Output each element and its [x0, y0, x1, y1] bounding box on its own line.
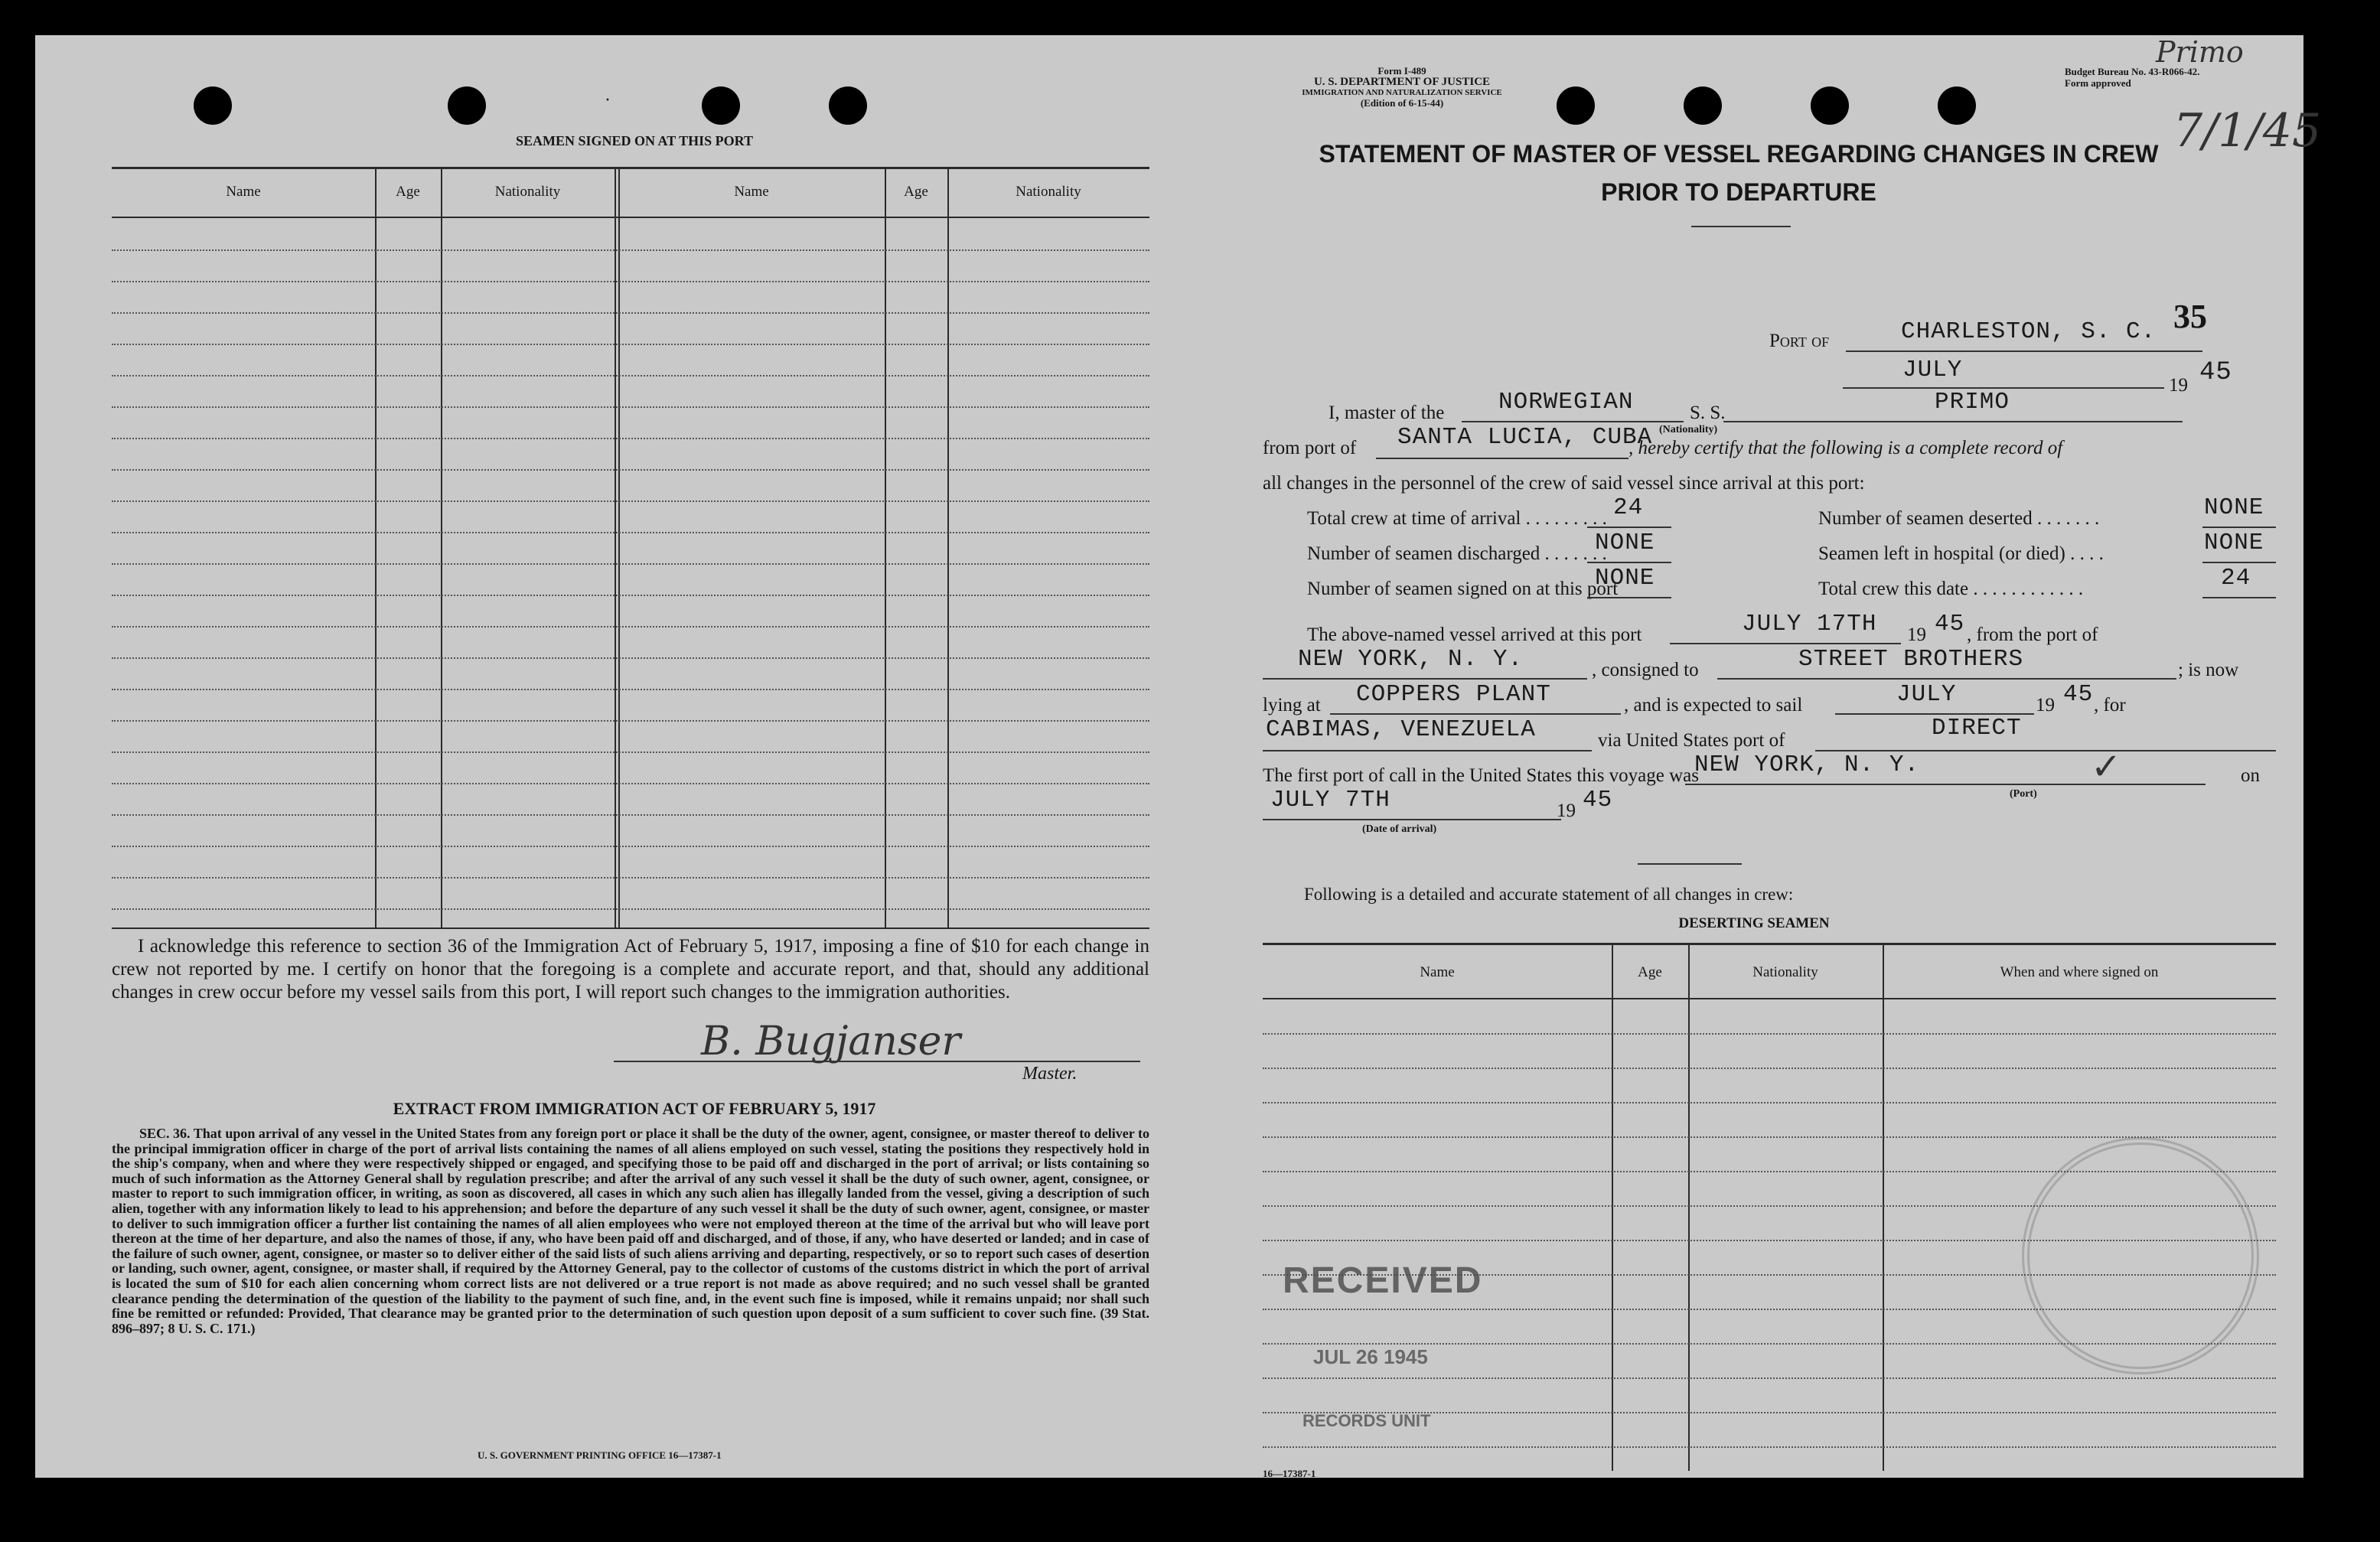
year-prefix: 19 [2169, 375, 2188, 396]
right-page [1234, 35, 2322, 1479]
col-nationality: Nationality [1016, 184, 1081, 200]
year-prefix: 19 [1557, 800, 1576, 821]
title-line-1: STATEMENT OF MASTER OF VESSEL REGARDING CHANGES IN CREW [1319, 140, 2159, 168]
destination-value: CABIMAS, VENEZUELA [1266, 716, 1536, 743]
table-row [112, 249, 1149, 251]
hospital-label: Seamen left in hospital (or died) . . . . [1818, 543, 2104, 564]
port-number: 35 [2173, 298, 2207, 335]
table-row [1263, 1068, 2276, 1069]
records-unit-stamp: RECORDS UNIT [1302, 1411, 1431, 1430]
punch-hole [702, 86, 740, 125]
punch-hole [829, 86, 867, 125]
from-port-value: SANTA LUCIA, CUBA [1397, 424, 1653, 451]
crew-arrival-value: 24 [1613, 494, 1644, 521]
deserted-label: Number of seamen deserted . . . . . . . [1818, 508, 2100, 529]
table-row [112, 281, 1149, 282]
following-text: Following is a detailed and accurate statement of all changes in crew: [1304, 885, 1794, 904]
via-port-value: DIRECT [1932, 715, 2022, 742]
table-row [112, 469, 1149, 471]
received-stamp: RECEIVED [1283, 1260, 1483, 1301]
table-row [112, 751, 1149, 753]
col-nationality: Nationality [1752, 964, 1818, 980]
table-row [1263, 1377, 2276, 1379]
extract-title: EXTRACT FROM IMMIGRATION ACT OF FEBRUARY 5, 1917 [393, 1099, 876, 1118]
circular-seal [2022, 1137, 2259, 1374]
table-row [112, 595, 1149, 596]
signed-on-value: NONE [1595, 565, 1655, 592]
for-label: , for [2094, 695, 2126, 716]
year-prefix: 19 [2036, 695, 2055, 716]
department: U. S. DEPARTMENT OF JUSTICE [1313, 76, 1491, 88]
date-month: JULY [1902, 357, 1963, 383]
col-when-where-signed: When and where signed on [2000, 964, 2159, 980]
handwritten-vessel: Primo [2156, 35, 2244, 69]
form-header [1234, 66, 1570, 109]
table-row [112, 814, 1149, 816]
first-port-value: NEW YORK, N. Y. [1694, 751, 1920, 778]
header-note: · [605, 90, 611, 110]
year-prefix: 19 [1907, 624, 1926, 645]
punch-hole [194, 86, 232, 125]
table-row [112, 783, 1149, 784]
printing-office: U. S. GOVERNMENT PRINTING OFFICE 16—17387-1 [478, 1449, 722, 1461]
form-footer: 16—17387-1 [1263, 1468, 1316, 1479]
col-age: Age [1638, 964, 1662, 980]
lying-at-value: COPPERS PLANT [1356, 681, 1551, 708]
table-row [1263, 1446, 2276, 1448]
date-arrival-caption: (Date of arrival) [1362, 823, 1437, 835]
port-of-label: Port of [1769, 331, 1830, 351]
port-caption: (Port) [2010, 788, 2037, 800]
table-row [112, 344, 1149, 345]
section-36-text: SEC. 36. That upon arrival of any vessel in the United States from any foreign port or place it shall be the duty of the owner, agent, consignee, or master thereof to deliver to the principal immigration officer in charge of the port of arrival lists containing the names of all aliens employed on such vessel, stating the positions they respectively hold in the ship's company, when and where they were respectively shipped or engaged, and specifying those to be paid off and discharged in the port of arrival; or lists containing so much of such information as the Attorney General shall by regulation prescribe; and after the arrival of any such vessel it shall be the duty of such owner, agent, consignee, or master to report to such immigration officer, in writing, as soon as discovered, all cases in which any such alien has illegally landed from the vessel, giving a description of such alien, together with any information likely to lead to his apprehension; and before the departure of any such vessel it shall be the duty of such owner, agent, consignee, or master to deliver to such immigration officer a further list containing the names of all alien employees who were not employed thereon at the time of the arrival but who will leave port thereon at the time of her departure, and also the names of those, if any, who have been paid off and discharged, and of those, if any, who have deserted or landed; and in case of the failure of such owner, agent, consignee, or master so to deliver either of the said lists of such aliens arriving and departing, respectively, or so to report such cases of desertion or landing, such owner, agent, consignee, or master shall, if required by the Attorney General, pay to the collector of customs of the customs district in which the port of arrival is located the sum of $10 for each alien concerning whom correct lists are not delivered or a true report is not made as above required; and no such vessel shall be granted clearance pending the determination of the question of the liability to the payment of such fine, and, in the event such fine is imposed, while it remains unpaid; nor shall such fine be remitted or refunded: Provided, That clearance may be granted prior to the determination of such question upon deposit of a sum sufficient to cover such fine. (39 Stat. 896–897; 8 U. S. C. 171.) [112, 1126, 1149, 1336]
consignee-value: STREET BROTHERS [1798, 646, 2024, 673]
arrival-date: JULY 7TH [1270, 787, 1391, 813]
table-row [112, 908, 1149, 910]
sail-month: JULY [1896, 681, 1957, 708]
budget-bureau: Budget Bureau No. 43-R066-42. [2065, 66, 2200, 77]
col-nationality: Nationality [494, 184, 561, 200]
form-approved: Form approved [2065, 77, 2131, 89]
arrived-year: 45 [1935, 611, 1965, 637]
lying-at-label: lying at [1263, 695, 1321, 716]
col-name: Name [1420, 964, 1455, 980]
edition: (Edition of 6-15-44) [1360, 97, 1444, 109]
handwritten-date: 7/1/45 [2173, 104, 2322, 158]
col-name: Name [226, 184, 261, 200]
certify-text: , hereby certify that the following is a complete record of [1629, 438, 2063, 458]
total-crew-label: Total crew this date . . . . . . . . . . . . [1818, 579, 2084, 599]
table-row [112, 375, 1149, 377]
table-row [112, 720, 1149, 722]
table-row [1263, 1102, 2276, 1104]
via-label: via United States port of [1598, 730, 1785, 751]
master-of-label: I, master of the [1329, 403, 1445, 423]
first-port-label: The first port of call in the United States this voyage was [1263, 765, 1700, 786]
title-line-2: PRIOR TO DEPARTURE [1601, 178, 1876, 206]
crew-arrival-label: Total crew at time of arrival . . . . . . . . . [1307, 508, 1607, 529]
left-page [35, 35, 1234, 1478]
table-row [112, 877, 1149, 879]
ss-label: S. S. [1690, 403, 1726, 423]
deserted-value: NONE [2204, 494, 2264, 521]
from-port-label: from port of [1263, 438, 1357, 458]
table-row [112, 846, 1149, 847]
total-crew-value: 24 [2221, 565, 2251, 592]
arrived-date: JULY 17TH [1742, 611, 1877, 637]
budget-info [2065, 66, 2199, 89]
punch-hole [1811, 86, 1849, 125]
port-of-value: CHARLESTON, S. C. [1901, 318, 2157, 345]
table-row [1263, 1033, 2276, 1035]
col-age: Age [396, 184, 420, 200]
all-changes-text: all changes in the personnel of the crew of said vessel since arrival at this port: [1263, 473, 1865, 494]
table-row [112, 563, 1149, 565]
master-signature: B. Bugjanser [701, 1019, 961, 1064]
received-stamp-date: JUL 26 1945 [1313, 1345, 1428, 1368]
col-age: Age [904, 184, 928, 200]
discharged-label: Number of seamen discharged . . . . . . . [1307, 543, 1607, 564]
table-row [112, 626, 1149, 628]
deserting-title: DESERTING SEAMEN [1678, 915, 1830, 931]
table-title: SEAMEN SIGNED ON AT THIS PORT [516, 133, 753, 148]
punch-hole [448, 86, 486, 125]
signed-on-label: Number of seamen signed on at this port [1307, 579, 1619, 599]
table-row [112, 312, 1149, 314]
nationality-caption: (Nationality) [1659, 424, 1718, 435]
acknowledgement: I acknowledge this reference to section 36 of the Immigration Act of February 5, 1917, imposing a fine of $10 for each change in crew not reported by me. I certify on honor that the foregoing is a complete and accurate report, and that, should any additional changes in crew occur before my vessel sails from this port, I will report such changes to the immigration authorities. [112, 936, 1149, 1002]
on-label: on [2241, 765, 2260, 786]
table-row [112, 532, 1149, 533]
is-now-label: ; is now [2178, 660, 2239, 680]
master-label: Master. [1022, 1064, 1078, 1084]
table-row [112, 500, 1149, 502]
arrival-year: 45 [1583, 787, 1613, 813]
col-name: Name [734, 184, 769, 200]
hospital-value: NONE [2204, 530, 2264, 556]
discharged-value: NONE [1595, 530, 1655, 556]
sail-year: 45 [2063, 681, 2094, 708]
consigned-label: , consigned to [1592, 660, 1699, 680]
date-year: 45 [2199, 358, 2232, 387]
table-row [112, 438, 1149, 439]
table-row [112, 657, 1149, 659]
previous-port: NEW YORK, N. Y. [1298, 646, 1524, 673]
expected-sail-label: , and is expected to sail [1624, 695, 1803, 716]
table-row [112, 406, 1149, 408]
table-row [112, 689, 1149, 690]
punch-hole [1938, 86, 1976, 125]
check-mark: ✓ [2091, 747, 2122, 787]
from-the-port-label: , from the port of [1967, 624, 2098, 645]
vessel-name: PRIMO [1935, 389, 2010, 416]
arrived-label: The above-named vessel arrived at this port [1307, 624, 1642, 645]
punch-hole [1684, 86, 1722, 125]
form-title [1234, 135, 2244, 211]
nationality-value: NORWEGIAN [1498, 389, 1634, 416]
service: IMMIGRATION AND NATURALIZATION SERVICE [1302, 88, 1502, 97]
form-number: Form I-489 [1377, 65, 1426, 77]
